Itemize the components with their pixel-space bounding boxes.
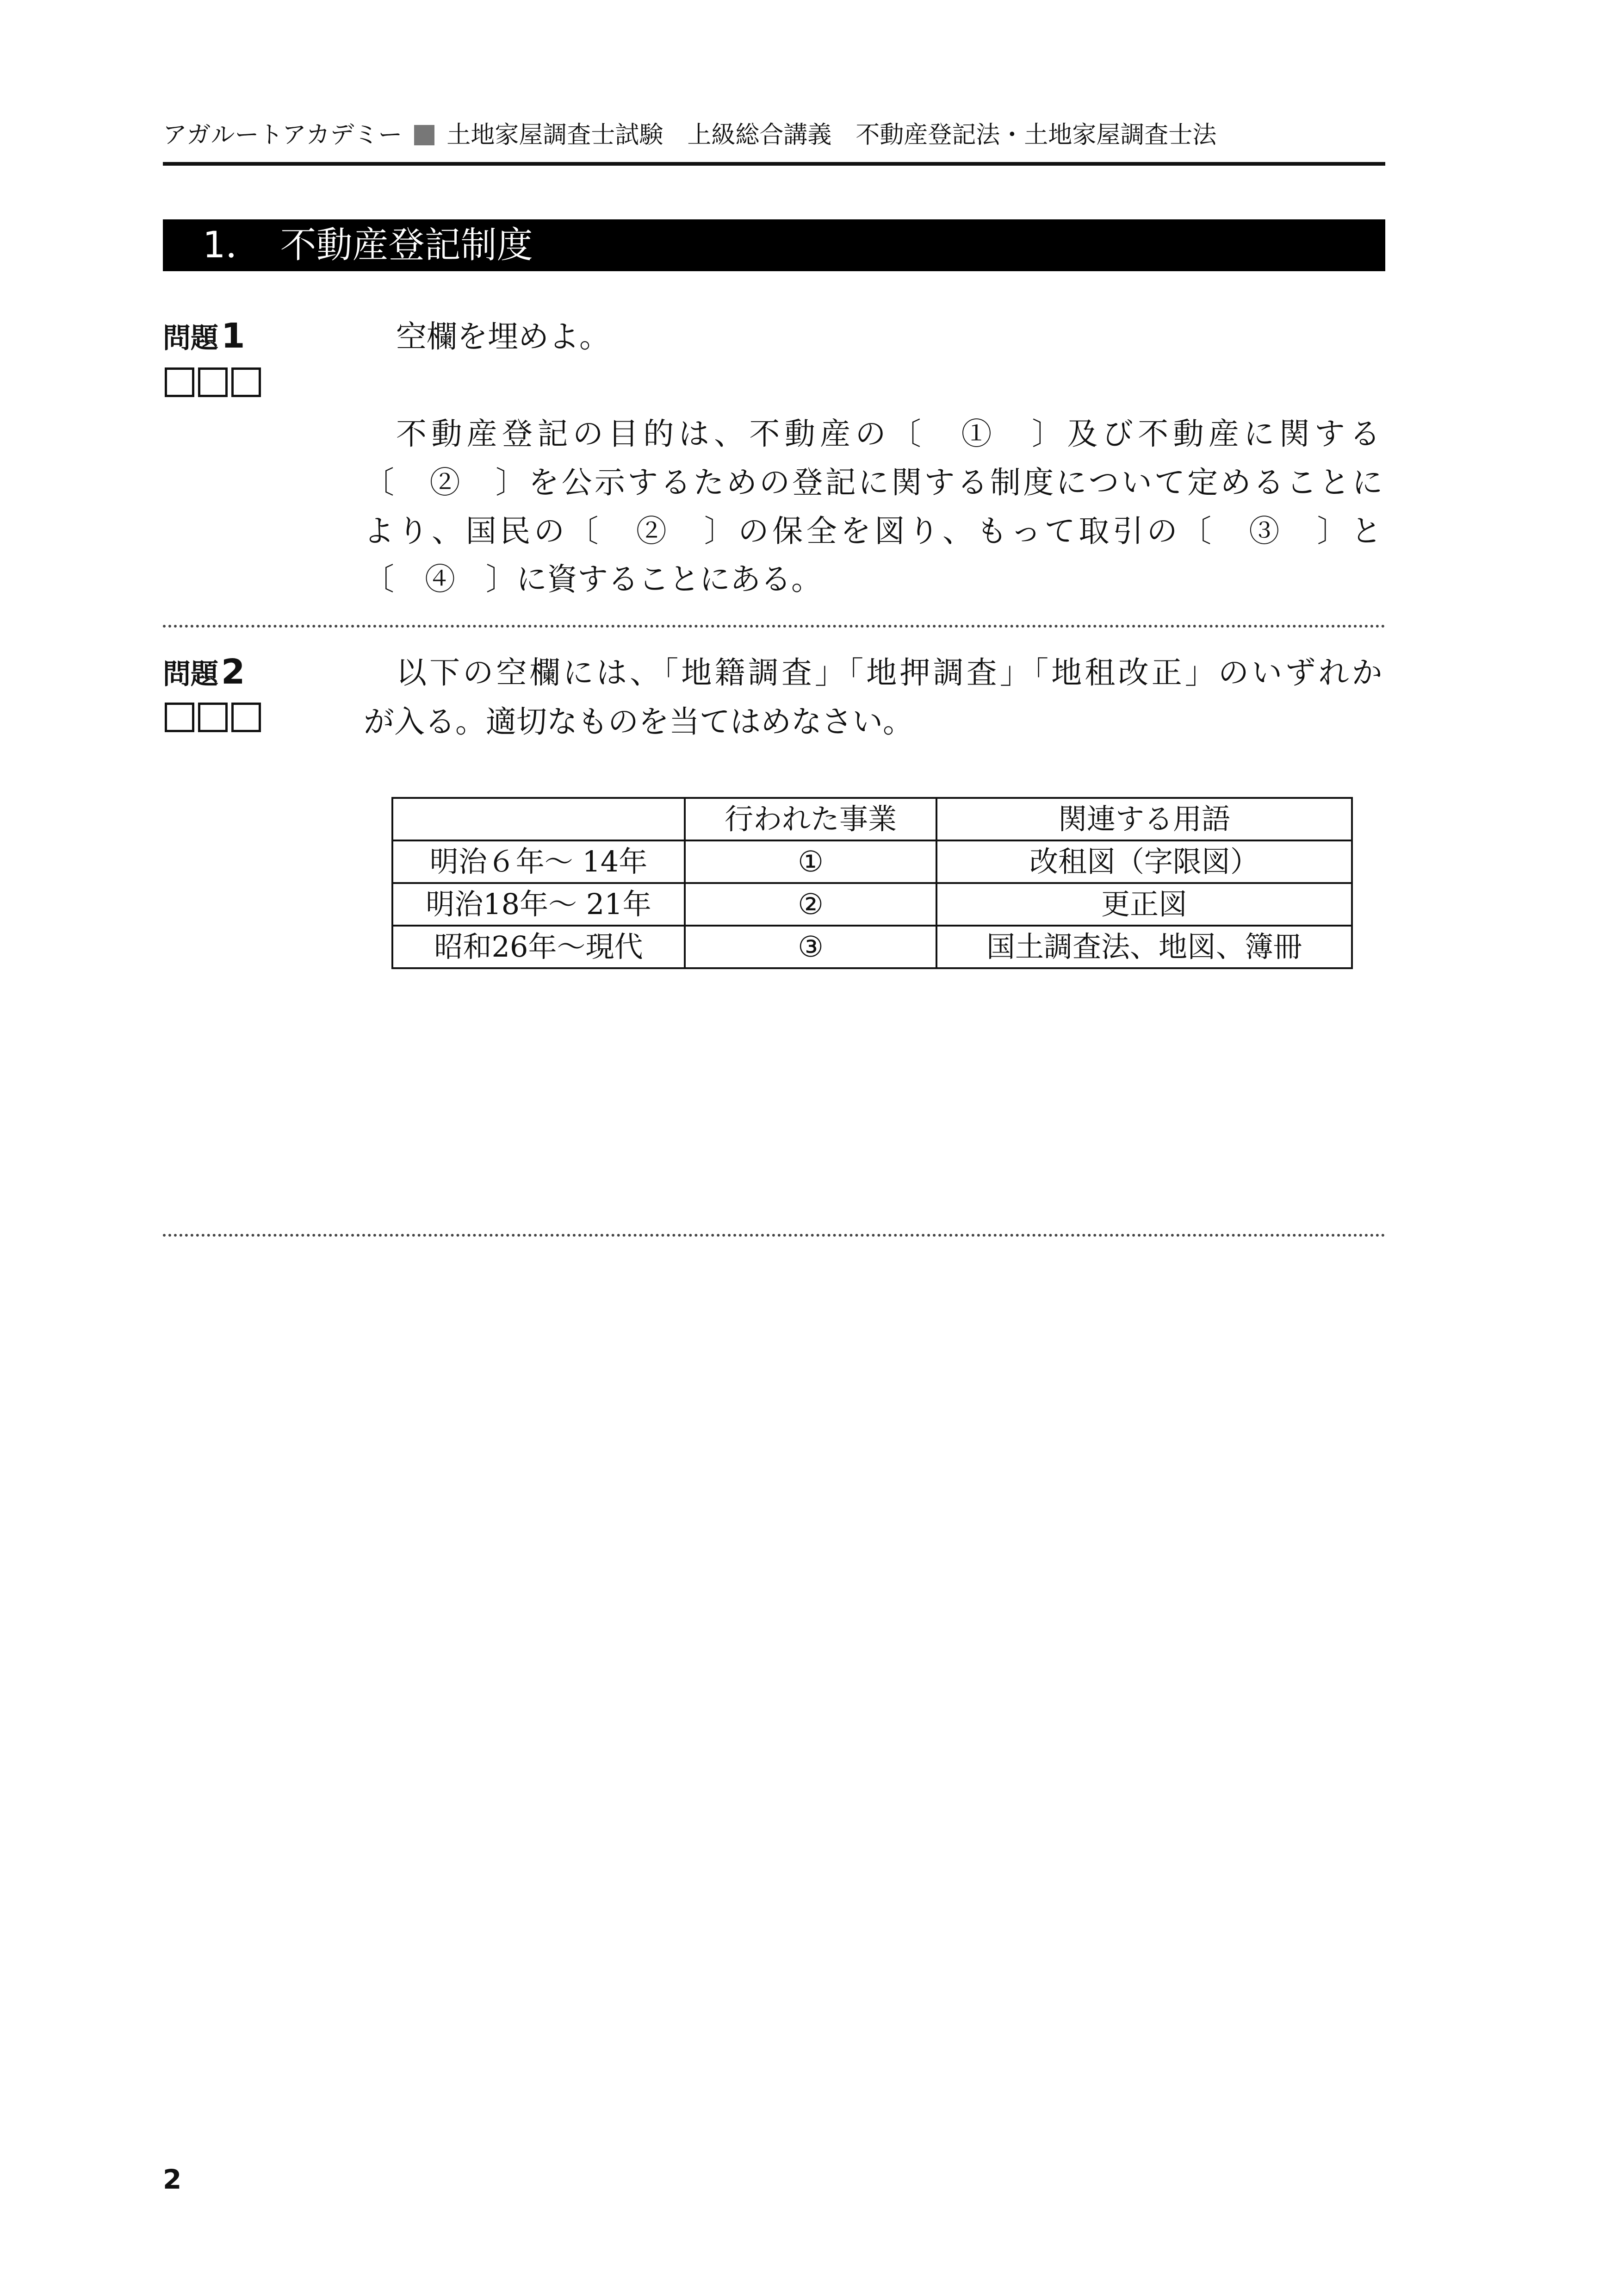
problem-1-checkbox-1[interactable]	[165, 367, 194, 397]
running-header	[163, 121, 1216, 149]
problem-1-body-line-2	[364, 464, 1385, 501]
problem-2-checkboxes	[165, 703, 261, 732]
table-row	[392, 840, 1352, 883]
table-cell-term: 国土調査法、地図、簿冊	[936, 926, 1352, 968]
table-row	[392, 883, 1352, 926]
problem-1-body-line-1	[396, 416, 1385, 453]
page-number: 2	[163, 2164, 182, 2195]
problem-2-label	[163, 652, 245, 692]
problem-1-checkbox-2[interactable]	[198, 367, 228, 397]
problem-2-checkbox-1[interactable]	[165, 703, 194, 732]
problem-1-checkbox-3[interactable]	[231, 367, 261, 397]
section-number: 1．	[203, 224, 262, 266]
table-header-cell: 関連する用語	[936, 798, 1352, 840]
header-rule	[163, 162, 1385, 166]
history-table	[391, 797, 1353, 969]
problem-1-label-text: 問題	[163, 322, 218, 355]
problem-1-body-line-4: 〔 ④ 〕に資することにある。	[364, 561, 822, 597]
table-header-cell	[392, 798, 685, 840]
header-title: 土地家屋調査士試験 上級総合講義 不動産登記法・土地家屋調査士法	[446, 121, 1217, 149]
header-square-icon	[414, 125, 434, 145]
section-title: 不動産登記制度	[280, 224, 533, 266]
problem-2-number: 2	[221, 652, 245, 692]
problem-2-checkbox-3[interactable]	[231, 703, 261, 732]
table-cell-term: 改租図（字限図）	[936, 840, 1352, 883]
end-divider	[163, 1234, 1385, 1237]
problem-1-body-line-3-text: より、国民の〔 ② 〕の保全を図り、もって取引の〔 ③ 〕と	[364, 513, 1385, 549]
problem-2-body-line-1	[396, 654, 1385, 691]
problem-2-checkbox-2[interactable]	[198, 703, 228, 732]
table-cell-period: 明治18年～ 21年	[392, 883, 685, 926]
table-cell-event: ③	[685, 926, 936, 968]
table-cell-period: 昭和26年～現代	[392, 926, 685, 968]
problem-1-number: 1	[221, 316, 245, 356]
header-publisher: アガルートアカデミー	[163, 121, 403, 149]
table-cell-event: ①	[685, 840, 936, 883]
problem-1-body-line-2-text: 〔 ② 〕を公示するための登記に関する制度について定めることに	[364, 465, 1385, 500]
problem-1-prompt: 空欄を埋めよ。	[396, 319, 610, 355]
problem-2-label-text: 問題	[163, 658, 218, 691]
table-cell-event: ②	[685, 883, 936, 926]
table-row	[392, 926, 1352, 968]
problem-2-body-line-2: が入る。適切なものを当てはめなさい。	[364, 704, 913, 740]
table-cell-term: 更正図	[936, 883, 1352, 926]
problem-1-label	[163, 316, 245, 356]
table-cell-period: 明治６年～ 14年	[392, 840, 685, 883]
problem-1-checkboxes	[165, 367, 261, 397]
table-header-cell: 行われた事業	[685, 798, 936, 840]
table-header-row	[392, 798, 1352, 840]
problem-divider	[163, 625, 1385, 628]
problem-2-body-line-1-text: 以下の空欄には、「地籍調査」「地押調査」「地租改正」のいずれか	[396, 655, 1385, 691]
section-heading	[163, 219, 1385, 271]
problem-1-body-line-1-text: 不動産登記の目的は、不動産の〔 ① 〕及び不動産に関する	[396, 416, 1385, 452]
problem-1-body-line-3	[364, 513, 1385, 550]
